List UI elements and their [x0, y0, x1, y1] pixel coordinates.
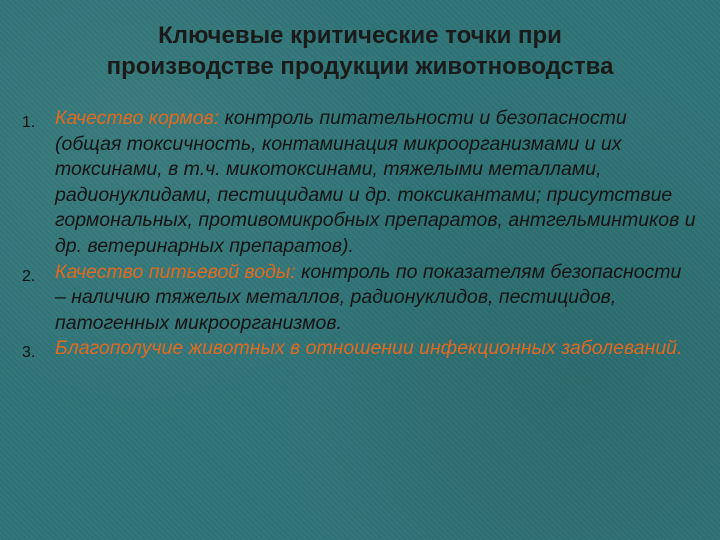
slide-title	[30, 20, 690, 82]
item-highlight: Благополучие животных в отношении инфекционных заболеваний.	[55, 337, 683, 360]
item-highlight: Качество кормов:	[55, 107, 220, 129]
item-number: 2.	[22, 267, 36, 285]
title-line-2: производстве продукции животноводства	[106, 53, 614, 80]
item-text: контроль по показателям безопасности – наличию тяжелых металлов, радионуклидов, пестицидов, патогенных микроорганизмов.	[55, 260, 682, 334]
key-points-list	[0, 106, 720, 362]
item-text: контроль питательности и безопасности (общая токсичность, контаминация микроорганизмами и их токсинами, в т.ч. микотоксинами, тяжелыми металлами, радионуклидами, пестицидами и др. токсикантами; присутствие гормональных, противомикробных препаратов, антгельминтиков и др. ветеринарных препаратов).	[55, 107, 696, 257]
list-item	[0, 260, 720, 337]
item-number: 1.	[22, 114, 36, 131]
list-item	[0, 106, 720, 260]
item-highlight: Качество питьевой воды:	[55, 260, 296, 283]
title-line-1: Ключевые критические точки при	[158, 22, 562, 49]
item-number: 3.	[22, 344, 36, 362]
list-item	[0, 336, 720, 362]
